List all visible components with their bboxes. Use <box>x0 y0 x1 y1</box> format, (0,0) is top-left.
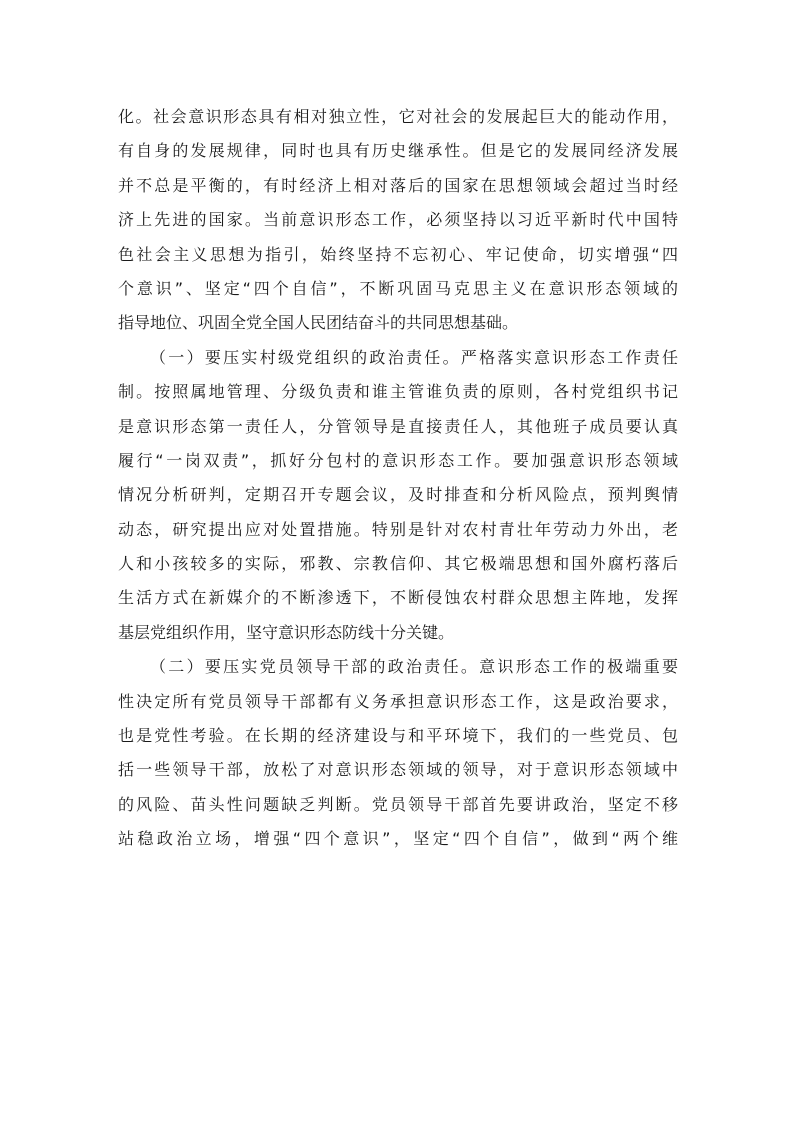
paragraph-2 <box>118 341 678 651</box>
text-line: 是意识形态第一责任人，分管领导是直接责任人，其他班子成员要认真 <box>118 416 678 436</box>
text-line: 生活方式在新媒介的不断渗透下，不断侵蚀农村群众思想主阵地，发挥 <box>118 588 678 608</box>
text-line: 有自身的发展规律，同时也具有历史继承性。但是它的发展同经济发展 <box>118 141 678 161</box>
paragraph-1 <box>118 100 678 341</box>
text-line: 济上先进的国家。当前意识形态工作，必须坚持以习近平新时代中国特 <box>118 210 678 230</box>
text-line: 人和小孩较多的实际，邪教、宗教信仰、其它极端思想和国外腐朽落后 <box>118 554 678 574</box>
text-line: 指导地位、巩固全党全国人民团结奋斗的共同思想基础。 <box>118 313 519 333</box>
text-line: 个意识”、坚定“四个自信”，不断巩固马克思主义在意识形态领域的 <box>118 278 678 298</box>
text-line: 的风险、苗头性问题缺乏判断。党员领导干部首先要讲政治，坚定不移 <box>118 794 678 814</box>
text-line: 色社会主义思想为指引，始终坚持不忘初心、牢记使命，切实增强“四 <box>118 244 678 264</box>
text-line: 括一些领导干部，放松了对意识形态领域的领导，对于意识形态领域中 <box>118 760 678 780</box>
section-heading-line: （二）要压实党员领导干部的政治责任。意识形态工作的极端重要 <box>150 657 678 677</box>
text-line: 基层党组织作用，坚守意识形态防线十分关键。 <box>118 622 455 642</box>
section-heading-line: （一）要压实村级党组织的政治责任。严格落实意识形态工作责任 <box>150 347 678 367</box>
paragraph-3 <box>118 650 678 856</box>
text-line: 性决定所有党员领导干部都有义务承担意识形态工作，这是政治要求， <box>118 691 678 711</box>
text-line: 情况分析研判，定期召开专题会议，及时排查和分析风险点，预判舆情 <box>118 485 678 505</box>
text-line: 站稳政治立场，增强“四个意识”，坚定“四个自信”，做到“两个维 <box>118 829 678 849</box>
text-line: 并不总是平衡的，有时经济上相对落后的国家在思想领域会超过当时经 <box>118 175 678 195</box>
text-line: 制。按照属地管理、分级负责和谁主管谁负责的原则，各村党组织书记 <box>118 382 678 402</box>
text-line: 履行“一岗双责”，抓好分包村的意识形态工作。要加强意识形态领域 <box>118 450 678 470</box>
text-line: 化。社会意识形态具有相对独立性，它对社会的发展起巨大的能动作用， <box>118 107 678 126</box>
text-line: 动态，研究提出应对处置措施。特别是针对农村青壮年劳动力外出，老 <box>118 519 678 539</box>
document-body <box>118 100 678 857</box>
text-line: 也是党性考验。在长期的经济建设与和平环境下，我们的一些党员、包 <box>118 726 678 746</box>
